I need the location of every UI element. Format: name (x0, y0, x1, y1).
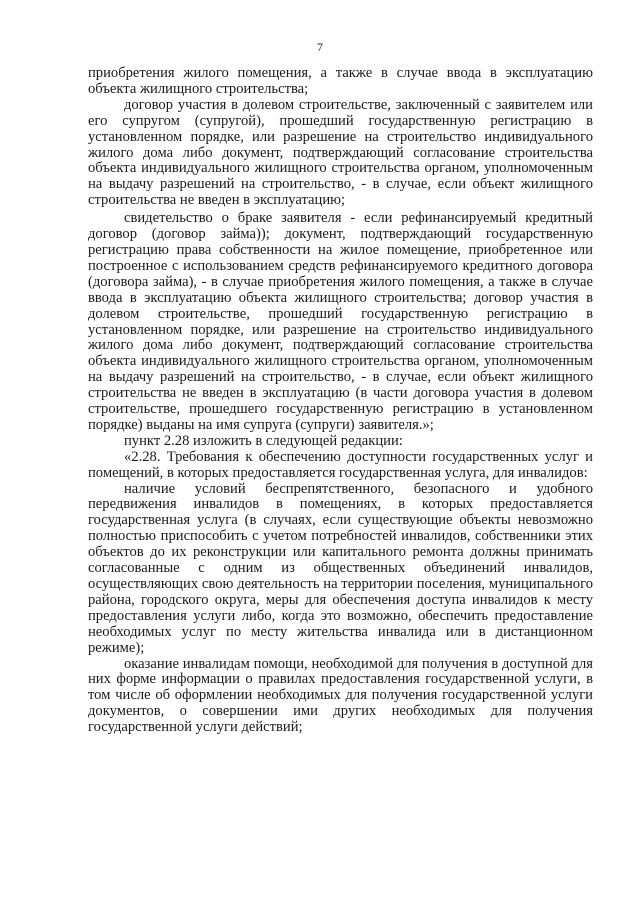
paragraph-5: «2.28. Требования к обеспечению доступности государственных услуг и помещений, в которых предоставляется государственная услуга, для инвалидов: (88, 448, 593, 481)
paragraph-7: оказание инвалидам помощи, необходимой для получения в доступной для них форме информации о правилах предоставления государственной услуги, в том числе об оформлении необходимых для получения государственной услуги документов, о совершении ими других необходимых для получения государственной услуги действий; (88, 655, 593, 736)
paragraph-4: пункт 2.28 изложить в следующей редакции: (124, 432, 403, 449)
paragraph-6: наличие условий беспрепятственного, безопасного и удобного передвижения инвалидов в помещениях, в которых предоставляется государственная услуга (в случаях, если существующие объекты невозможно полностью приспособить с учетом потребностей инвалидов, собственники этих объектов до их реконструкции или капитального ремонта должны принимать согласованные с одним из общественных объединений инвалидов, осуществляющих свою деятельность на территории поселения, муниципального района, городского округа, меры для обеспечения доступа инвалидов к месту предоставления услуги либо, когда это возможно, обеспечить предоставление необходимых услуг по месту жительства инвалида или в дистанционном режиме); (88, 480, 593, 656)
paragraph-3: свидетельство о браке заявителя - если рефинансируемый кредитный договор (договор займа)); документ, подтверждающий государственную регистрацию права собственности на жилое помещение, приобретенное или построенное с использованием средств рефинансируемого кредитного договора (договора займа), - в случае приобретения жилого помещения, а также в случае ввода в эксплуатацию объекта жилищного строительства; договор участия в долевом строительстве, прошедший государственную регистрацию в установленном порядке, или разрешение на строительство индивидуального жилого дома либо документ, подтверждающий согласование строительства объекта индивидуального жилищного строительства органом, уполномоченным на выдачу разрешений на строительство, - в случае, если объект жилищного строительства не введен в эксплуатацию (в части договора участия в долевом строительстве, прошедшего государственную регистрацию в установленном порядке) выданы на имя супруга (супруги) заявителя.»; (88, 210, 593, 433)
page-number: 7 (317, 40, 323, 54)
paragraph-1: приобретения жилого помещения, а также в случае ввода в эксплуатацию объекта жилищного строительства; (88, 65, 593, 97)
paragraph-2: договор участия в долевом строительстве, заключенный с заявителем или его супругом (супругой), прошедший государственную регистрацию в установленном порядке, или разрешение на строительство индивидуального жилого дома либо документ, подтверждающий согласование строительства объекта индивидуального жилищного строительства органом, уполномоченным на выдачу разрешений на строительство, - в случае, если объект жилищного строительства не введен в эксплуатацию; (88, 96, 593, 209)
document-body (88, 66, 593, 736)
